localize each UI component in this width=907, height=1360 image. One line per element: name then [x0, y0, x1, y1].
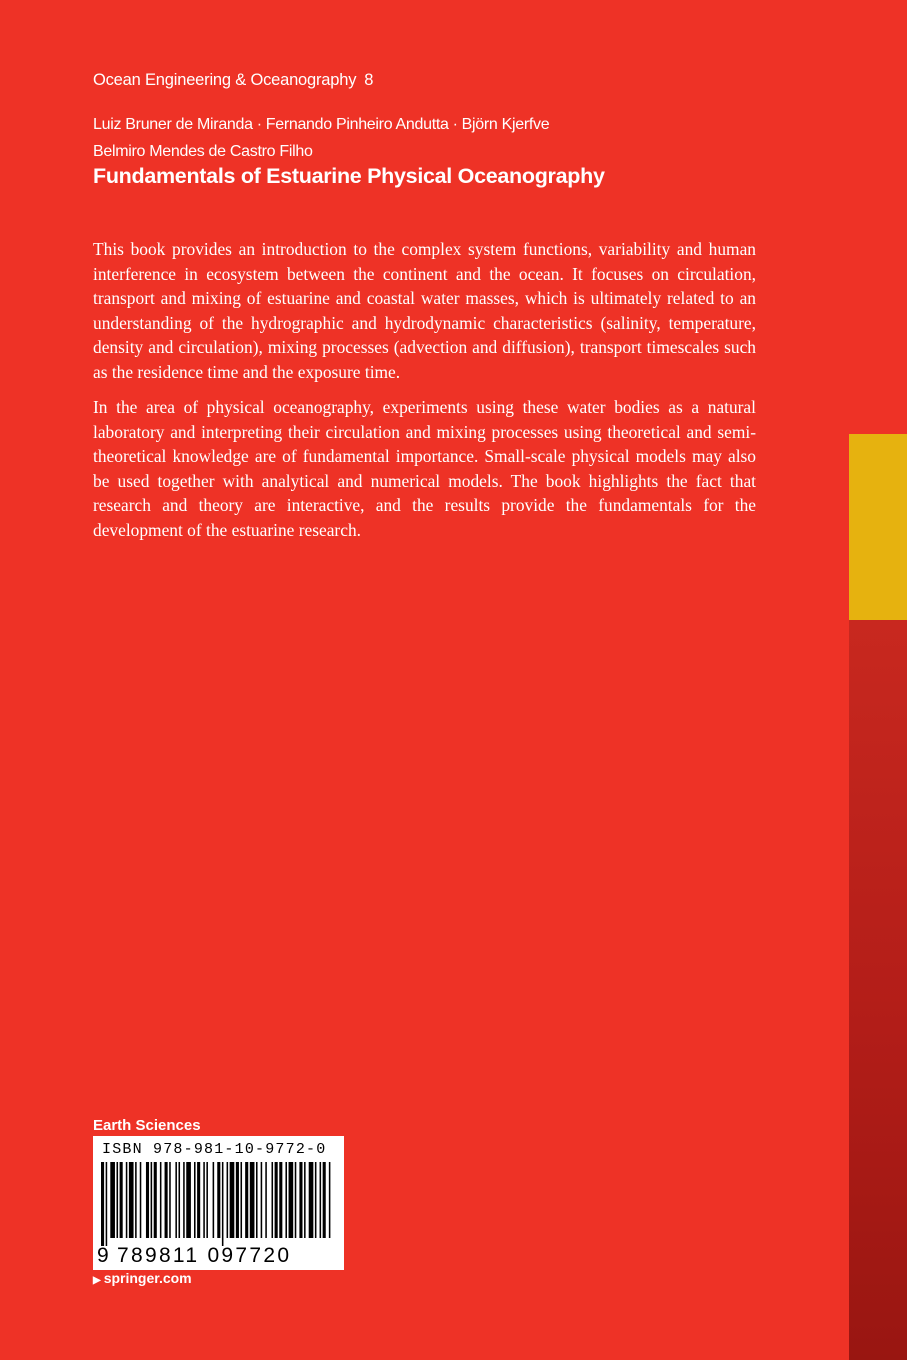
- barcode-bar: [222, 1162, 224, 1246]
- barcode-bar: [146, 1162, 149, 1238]
- author-line-1: [93, 111, 549, 138]
- barcode-bar: [110, 1162, 115, 1238]
- series-line: [93, 71, 373, 90]
- barcode-bar: [175, 1162, 177, 1238]
- barcode-bar: [106, 1162, 108, 1246]
- barcode-bars: [101, 1162, 337, 1246]
- barcode-bar: [295, 1162, 297, 1238]
- ean-first-digit: 9: [97, 1244, 109, 1267]
- barcode-bar: [241, 1162, 243, 1238]
- spine-edge-red: [849, 0, 907, 434]
- book-description: [93, 237, 756, 553]
- barcode-bar: [140, 1162, 142, 1238]
- barcode-bar: [179, 1162, 181, 1238]
- barcode-bar: [151, 1162, 153, 1238]
- barcode-bar: [299, 1162, 302, 1238]
- barcode-bar: [227, 1162, 229, 1238]
- barcode-bar: [101, 1162, 104, 1246]
- barcode-bar: [245, 1162, 248, 1238]
- barcode-bar: [217, 1162, 220, 1238]
- barcode-bar: [194, 1162, 196, 1238]
- barcode-bar: [309, 1162, 314, 1238]
- barcode-bar: [183, 1162, 185, 1238]
- barcode-bar: [120, 1162, 123, 1238]
- website-text: springer.com: [103, 1270, 192, 1286]
- barcode-bar: [323, 1162, 326, 1238]
- barcode-bar: [126, 1162, 128, 1238]
- barcode-bar: [213, 1162, 215, 1238]
- barcode-bar: [135, 1162, 137, 1238]
- barcode-bar: [320, 1162, 322, 1238]
- author-name: Belmiro Mendes de Castro Filho: [93, 143, 313, 160]
- barcode-bar: [203, 1162, 205, 1238]
- barcode-bar: [230, 1162, 235, 1238]
- right-triangle-icon: ▶: [93, 1275, 101, 1286]
- barcode-bar: [275, 1162, 278, 1238]
- barcode-bar: [289, 1162, 294, 1238]
- barcode-bar: [129, 1162, 134, 1238]
- barcode-bar: [256, 1162, 258, 1238]
- barcode-bar: [304, 1162, 306, 1238]
- barcode-bar: [315, 1162, 317, 1238]
- barcode-bar: [279, 1162, 282, 1238]
- isbn-barcode: [93, 1136, 344, 1270]
- barcode-bar: [285, 1162, 287, 1238]
- isbn-label: ISBN 978-981-10-9772-0: [102, 1141, 327, 1158]
- publisher-website[interactable]: [93, 1270, 192, 1286]
- barcode-bar: [236, 1162, 239, 1238]
- barcode-bar: [250, 1162, 255, 1238]
- author-separator: ·: [256, 116, 262, 133]
- author-line-2: [93, 138, 549, 165]
- author-separator: ·: [452, 116, 458, 133]
- barcode-bar: [197, 1162, 200, 1238]
- subject-category: Earth Sciences: [93, 1117, 201, 1134]
- barcode-bar: [169, 1162, 171, 1238]
- ean-digits: 789811 097720: [117, 1244, 292, 1267]
- author-list: [93, 111, 549, 165]
- series-name: Ocean Engineering & Oceanography: [93, 71, 357, 89]
- barcode-bar: [206, 1162, 208, 1238]
- description-paragraph-2: In the area of physical oceanography, experiments using these water bodies as a natural laboratory and interpreting their circulation and mixing processes using theoretical and semi-theoretical knowledge are of fundamental importance. Small-scale physical models may also be used together with analytical and numerical models. The book highlights the fact that research and theory are interactive, and the results provide the fundamentals for the development of the estuarine research.: [93, 397, 756, 540]
- barcode-bar: [272, 1162, 274, 1238]
- author-name: Luiz Bruner de Miranda: [93, 116, 253, 133]
- barcode-bar: [154, 1162, 157, 1238]
- description-paragraph-1: This book provides an introduction to the complex system functions, variability and human interference in ecosystem between the continent and the ocean. It focuses on circulation, transport and mixing of estuarine and coastal water masses, which is ultimately related to an understanding of the hydrographic and hydrodynamic characteristics (salinity, temperature, density and circulation), mixing processes (advection and diffusion), transport timescales such as the residence time and the exposure time.: [93, 239, 756, 382]
- barcode-bar: [117, 1162, 119, 1238]
- barcode-bar: [160, 1162, 162, 1238]
- barcode-bar: [165, 1162, 168, 1238]
- spine-edge-yellow-band: [849, 434, 907, 620]
- book-title: Fundamentals of Estuarine Physical Oceanography: [93, 164, 605, 188]
- barcode-bar: [329, 1162, 331, 1238]
- barcode-bar: [261, 1162, 263, 1238]
- author-name: Fernando Pinheiro Andutta: [265, 116, 449, 133]
- series-number: 8: [364, 71, 374, 89]
- spine-edge-dark-red: [849, 620, 907, 1360]
- barcode-bar: [265, 1162, 267, 1238]
- author-name: Björn Kjerfve: [461, 116, 550, 133]
- barcode-bar: [186, 1162, 191, 1238]
